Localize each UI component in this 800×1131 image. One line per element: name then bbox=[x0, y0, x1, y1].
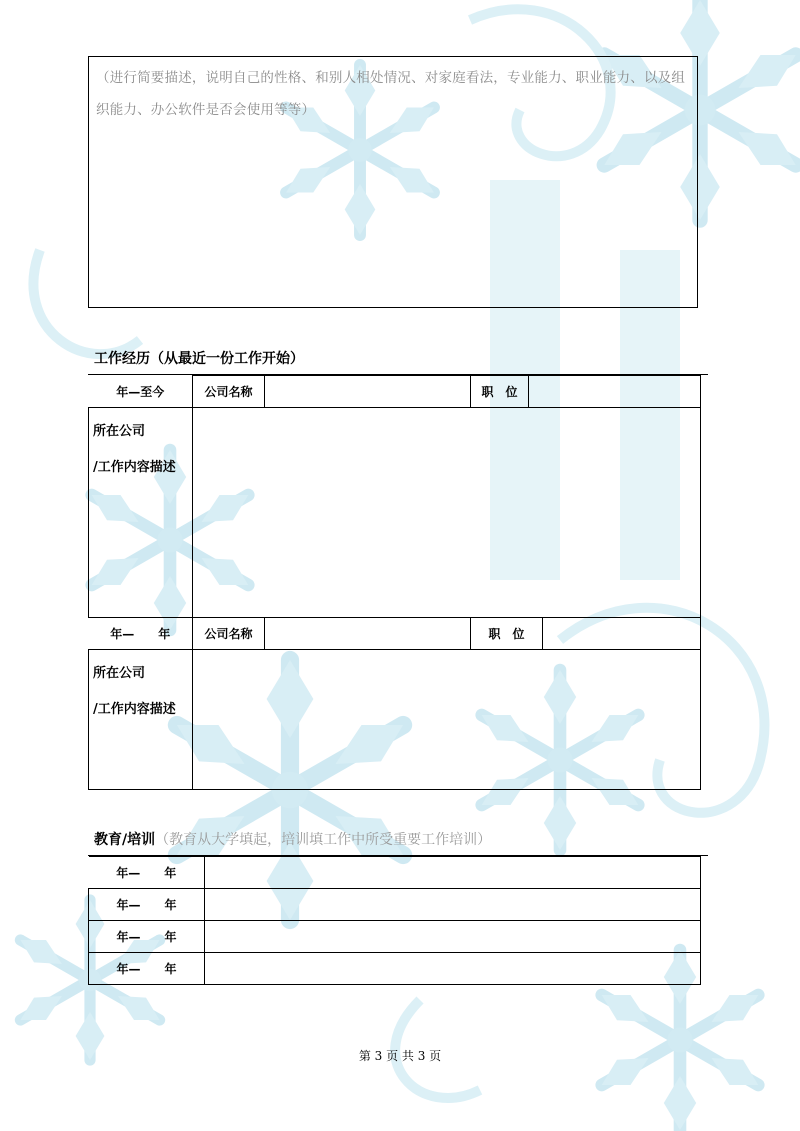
position-field[interactable] bbox=[543, 618, 701, 650]
job-description-field[interactable] bbox=[193, 650, 701, 790]
education-field[interactable] bbox=[205, 889, 701, 921]
company-name-label: 公司名称 bbox=[193, 618, 265, 650]
position-label: 职 位 bbox=[471, 376, 529, 408]
education-field[interactable] bbox=[205, 921, 701, 953]
job-description-field[interactable] bbox=[193, 408, 701, 618]
work-entry-table-2 bbox=[88, 617, 701, 790]
work-experience-title: 工作经历（从最近一份工作开始） bbox=[94, 351, 304, 367]
education-title bbox=[94, 829, 491, 849]
education-table bbox=[88, 856, 701, 985]
work-period: 年— 年 bbox=[89, 618, 193, 650]
self-description-hint: （进行简要描述，说明自己的性格、和别人相处情况、对家庭看法，专业能力、职业能力、以及组织能力、办公软件是否会使用等等） bbox=[96, 70, 686, 118]
company-name-label: 公司名称 bbox=[193, 376, 265, 408]
education-period: 年— 年 bbox=[89, 857, 205, 889]
position-field[interactable] bbox=[529, 376, 701, 408]
page-number: 第 3 页 共 3 页 bbox=[358, 1049, 442, 1063]
education-period: 年— 年 bbox=[89, 953, 205, 985]
education-field[interactable] bbox=[205, 953, 701, 985]
position-label: 职 位 bbox=[471, 618, 543, 650]
job-description-label-line: /工作内容描述 bbox=[93, 460, 176, 475]
job-description-label bbox=[89, 650, 193, 790]
education-field[interactable] bbox=[205, 857, 701, 889]
company-name-field[interactable] bbox=[265, 376, 471, 408]
company-name-field[interactable] bbox=[265, 618, 471, 650]
job-description-label-line: 所在公司 bbox=[93, 424, 146, 439]
education-period: 年— 年 bbox=[89, 921, 205, 953]
education-period: 年— 年 bbox=[89, 889, 205, 921]
education-title-text: 教育/培训 bbox=[94, 832, 156, 848]
job-description-label bbox=[89, 408, 193, 618]
job-description-label-line: /工作内容描述 bbox=[93, 702, 176, 717]
work-entry-table-1 bbox=[88, 375, 701, 618]
education-note: （教育从大学填起，培训填工作中所受重要工作培训） bbox=[155, 832, 492, 848]
work-period: 年—至今 bbox=[89, 376, 193, 408]
job-description-label-line: 所在公司 bbox=[93, 666, 146, 681]
